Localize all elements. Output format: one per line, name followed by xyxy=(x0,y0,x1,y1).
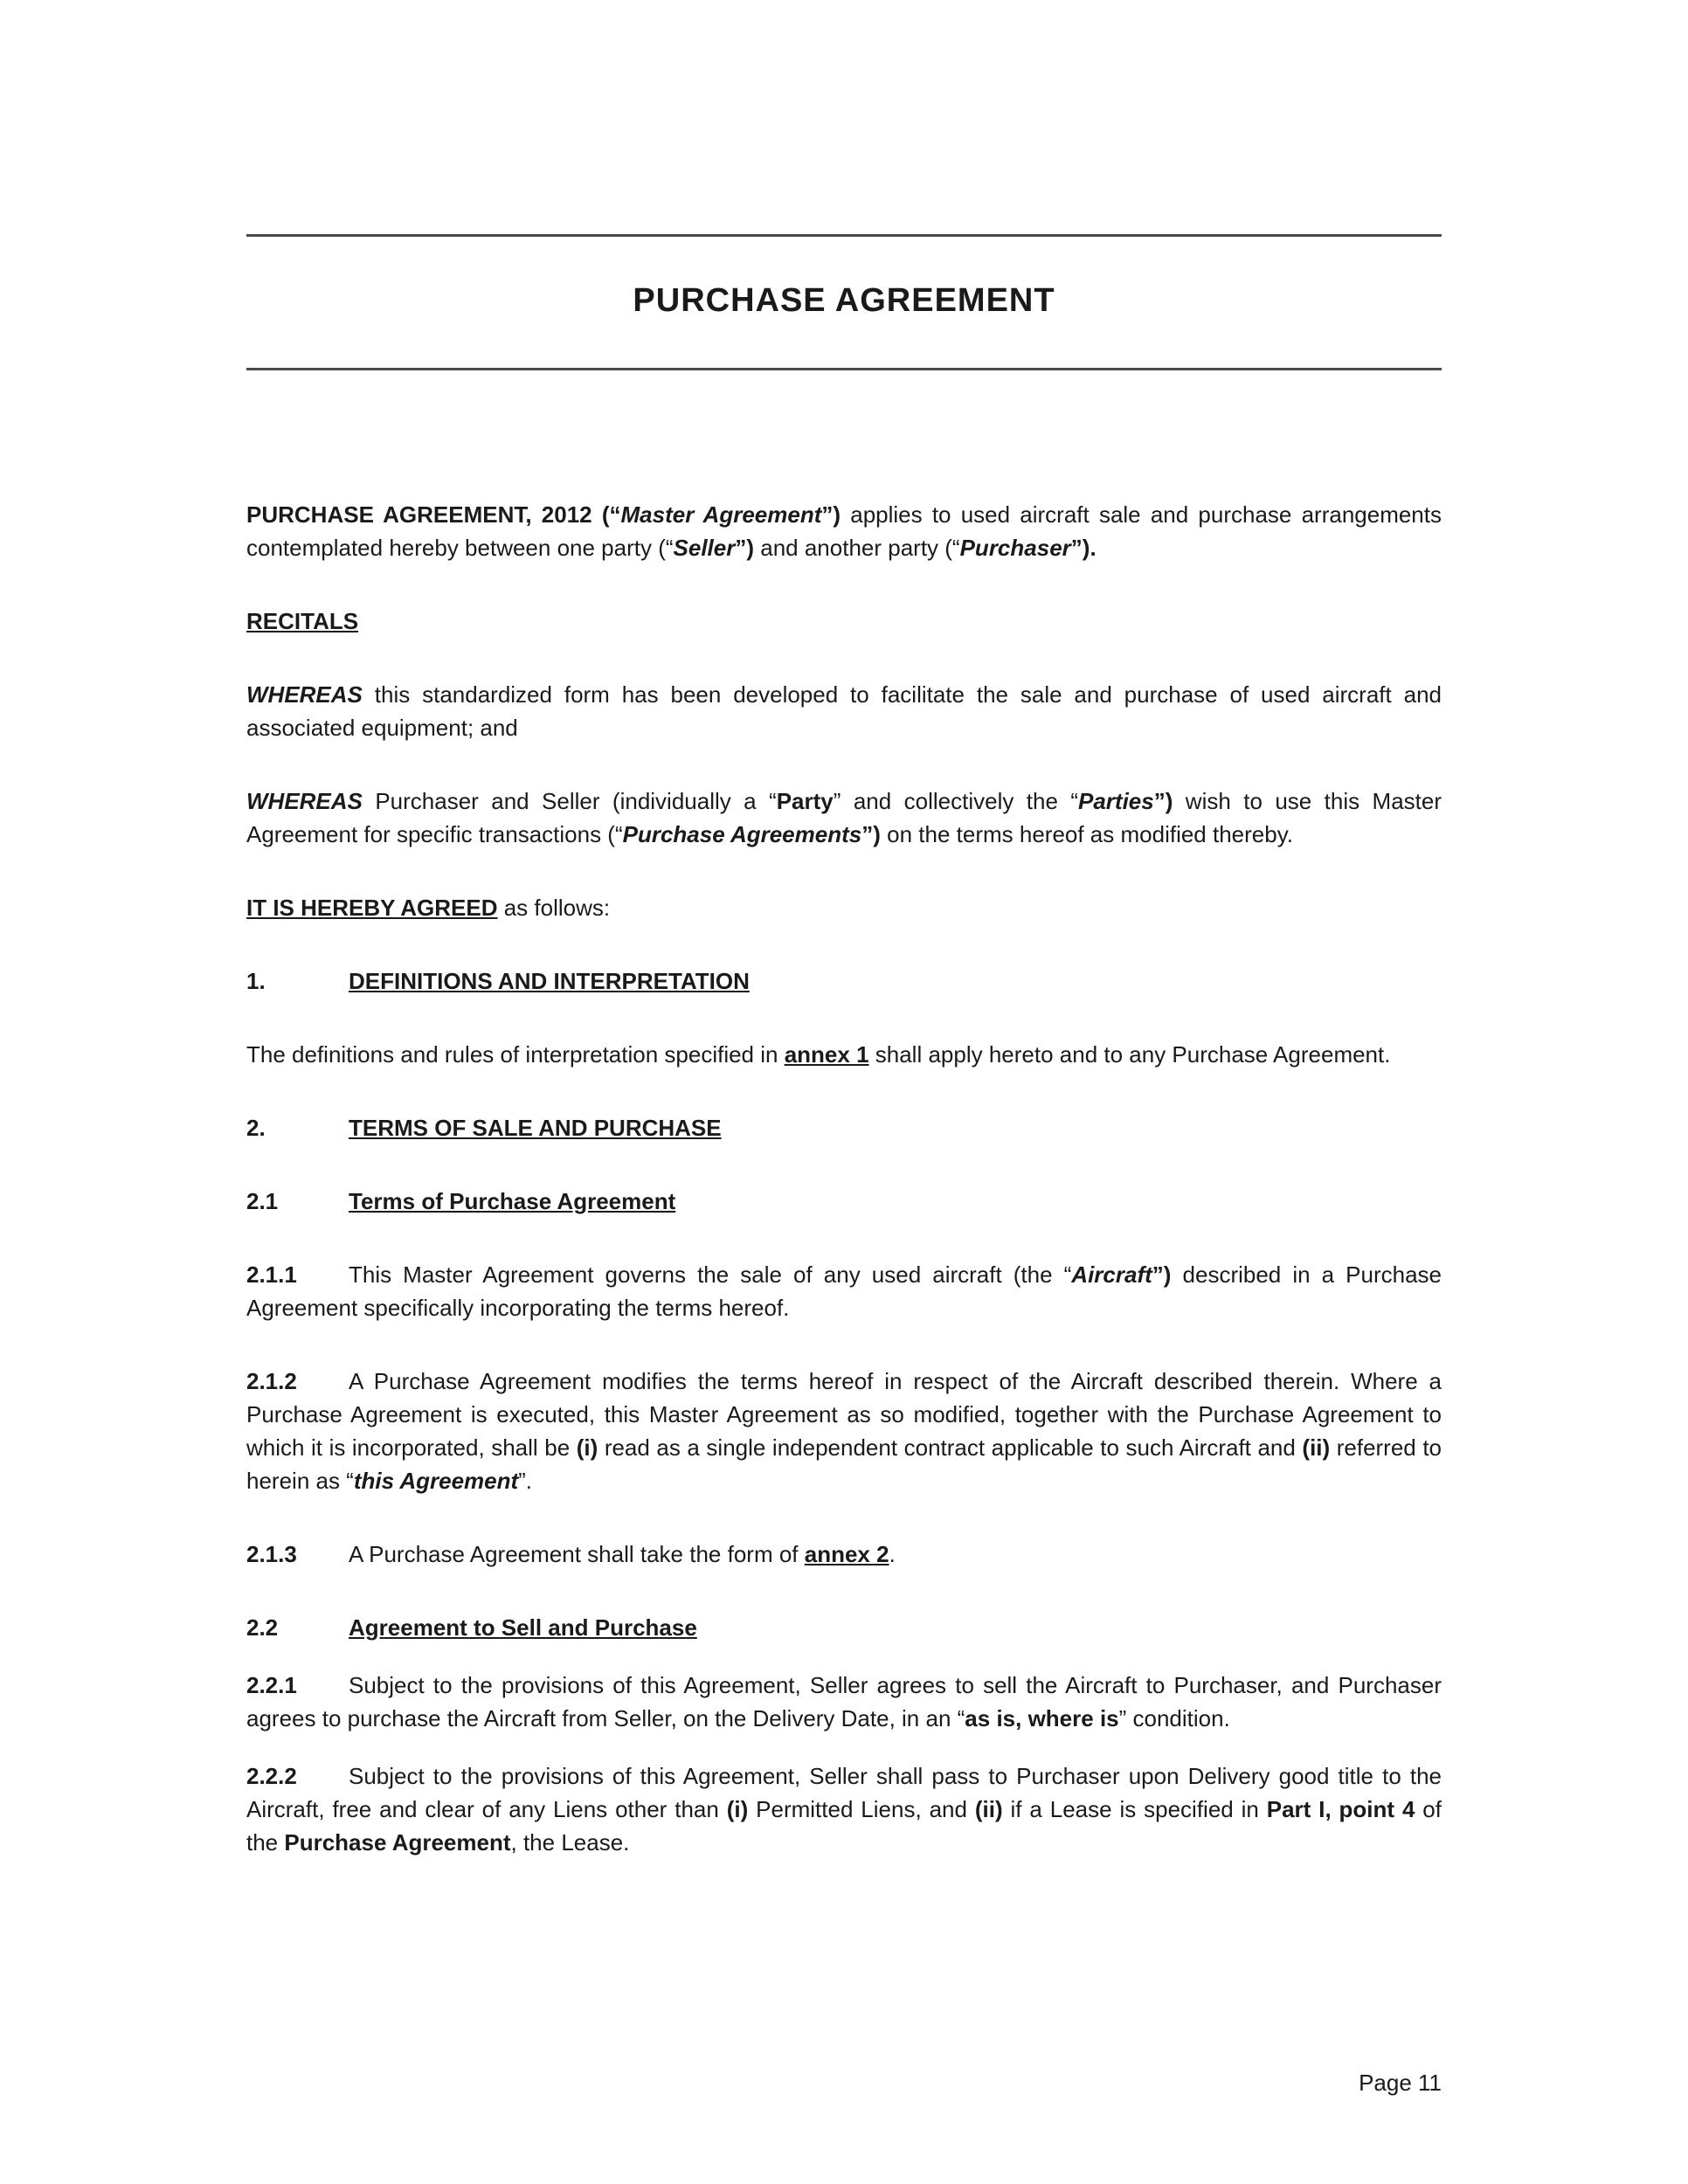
text-run: PURCHASE AGREEMENT, 2012 (“ xyxy=(246,501,621,528)
text-run: Aircraft xyxy=(1071,1261,1152,1288)
section-title: TERMS OF SALE AND PURCHASE xyxy=(349,1115,722,1141)
text-run: ”) xyxy=(1152,1261,1172,1288)
section-number: 2. xyxy=(246,1115,266,1141)
text-run: on the terms hereof as modified thereby. xyxy=(880,821,1294,847)
text-run: applies to used aircraft sale and purchase arrangements contemplated hereby between one party (“ xyxy=(246,501,1442,561)
text-run: Purchase Agreement xyxy=(284,1829,511,1856)
text-run: ” condition. xyxy=(1118,1705,1230,1731)
text-run: described in a Purchase Agreement specifically incorporating the terms hereof. xyxy=(246,1261,1442,1321)
text-run: of the xyxy=(246,1796,1442,1856)
clause-number: 2.1.3 xyxy=(246,1541,297,1567)
text-run: Permitted Liens, and xyxy=(748,1796,975,1822)
title-bottom-rule xyxy=(246,368,1442,370)
text-run: WHEREAS xyxy=(246,681,363,708)
text-run: Purchaser and Seller (individually a “ xyxy=(362,788,777,814)
text-run: Seller xyxy=(673,535,736,561)
text-run: shall apply hereto and to any Purchase Agreement. xyxy=(868,1041,1391,1068)
clause-2-2-1 xyxy=(246,1669,1442,1735)
text-run: Master Agreement xyxy=(620,501,822,528)
text-run: ”) xyxy=(735,535,761,561)
text-run: IT IS HEREBY AGREED xyxy=(246,895,498,921)
page-number: Page 11 xyxy=(1359,2070,1442,2096)
recitals-heading xyxy=(246,605,1442,638)
text-run: ”. xyxy=(518,1468,533,1494)
text-run: this standardized form has been developed to facilitate the sale and purchase of used aircraft and associated equipment; and xyxy=(246,681,1442,741)
section-title: Agreement to Sell and Purchase xyxy=(349,1614,697,1641)
text-run: (ii) xyxy=(1302,1434,1331,1461)
text-run: ” and collectively the “ xyxy=(833,788,1078,814)
definitions-paragraph xyxy=(246,1038,1442,1071)
text-run: ”) xyxy=(1153,788,1173,814)
whereas-clause-2 xyxy=(246,784,1442,851)
agreed-clause xyxy=(246,891,1442,924)
text-run: referred to herein as “ xyxy=(246,1434,1442,1494)
text-run: if a Lease is specified in xyxy=(1002,1796,1267,1822)
intro-paragraph xyxy=(246,498,1442,564)
clause-2-1-2 xyxy=(246,1365,1442,1497)
subsection-heading-terms-of-purchase-agreement xyxy=(246,1185,1442,1218)
text-run: (ii) xyxy=(974,1796,1003,1822)
text-run: read as a single independent contract applicable to such Aircraft and xyxy=(598,1434,1303,1461)
text-run: , the Lease. xyxy=(510,1829,630,1856)
text-run: RECITALS xyxy=(246,608,359,634)
section-number: 1. xyxy=(246,968,266,994)
text-run: . xyxy=(889,1541,896,1567)
whereas-clause-1 xyxy=(246,678,1442,744)
text-run: (i) xyxy=(726,1796,749,1822)
subsection-heading-agreement-to-sell xyxy=(246,1611,1442,1644)
text-run: The definitions and rules of interpretation specified in xyxy=(246,1041,785,1068)
text-run: Parties xyxy=(1077,788,1154,814)
text-run: WHEREAS xyxy=(246,788,363,814)
clause-number: 2.1.1 xyxy=(246,1261,297,1288)
section-number: 2.1 xyxy=(246,1188,279,1214)
text-run: and another party (“ xyxy=(760,535,960,561)
section-heading-definitions xyxy=(246,964,1442,998)
text-run: ”). xyxy=(1070,535,1097,561)
annex-2-reference: annex 2 xyxy=(804,1541,889,1567)
text-run: Purchaser xyxy=(959,535,1071,561)
text-run: Party xyxy=(776,788,834,814)
text-run: as is, where is xyxy=(965,1705,1119,1731)
text-run: A Purchase Agreement modifies the terms hereof in respect of the Aircraft described therein. Where a Purchase Agreement is executed, this Master Agreement as so modified, together with the Purchase Agreement to which it is incorporated, shall be xyxy=(246,1368,1442,1461)
text-run: Part I, point 4 xyxy=(1266,1796,1415,1822)
clause-2-1-1 xyxy=(246,1258,1442,1324)
title-top-rule xyxy=(246,234,1442,237)
section-heading-terms-of-sale xyxy=(246,1111,1442,1144)
page-title: PURCHASE AGREEMENT xyxy=(633,282,1055,319)
text-run: A Purchase Agreement shall take the form of xyxy=(349,1541,805,1567)
text-run: this Agreement xyxy=(353,1468,519,1494)
clause-number: 2.1.2 xyxy=(246,1368,297,1394)
clause-2-2-2 xyxy=(246,1759,1442,1859)
clause-number: 2.2.1 xyxy=(246,1672,297,1698)
section-number: 2.2 xyxy=(246,1614,279,1641)
section-title: DEFINITIONS AND INTERPRETATION xyxy=(349,968,750,994)
text-run: Subject to the provisions of this Agreement, Seller shall pass to Purchaser upon Delivery good title to the Aircraft, free and clear of any Liens other than xyxy=(246,1763,1442,1822)
text-run: as follows: xyxy=(497,895,611,921)
text-run: Purchase Agreements xyxy=(622,821,862,847)
clause-2-1-3 xyxy=(246,1538,1442,1571)
text-run: (i) xyxy=(576,1434,598,1461)
text-run: ”) xyxy=(861,821,881,847)
text-run: ”) xyxy=(821,501,851,528)
clause-number: 2.2.2 xyxy=(246,1763,297,1789)
text-run: This Master Agreement governs the sale of any used aircraft (the “ xyxy=(349,1261,1072,1288)
text-run: wish to use this Master Agreement for specific transactions (“ xyxy=(246,788,1442,847)
text-run: Subject to the provisions of this Agreement, Seller agrees to sell the Aircraft to Purchaser, and Purchaser agrees to purchase the Aircraft from Seller, on the Delivery Date, in an “ xyxy=(246,1672,1442,1731)
section-title: Terms of Purchase Agreement xyxy=(349,1188,676,1214)
annex-1-reference: annex 1 xyxy=(784,1041,869,1068)
